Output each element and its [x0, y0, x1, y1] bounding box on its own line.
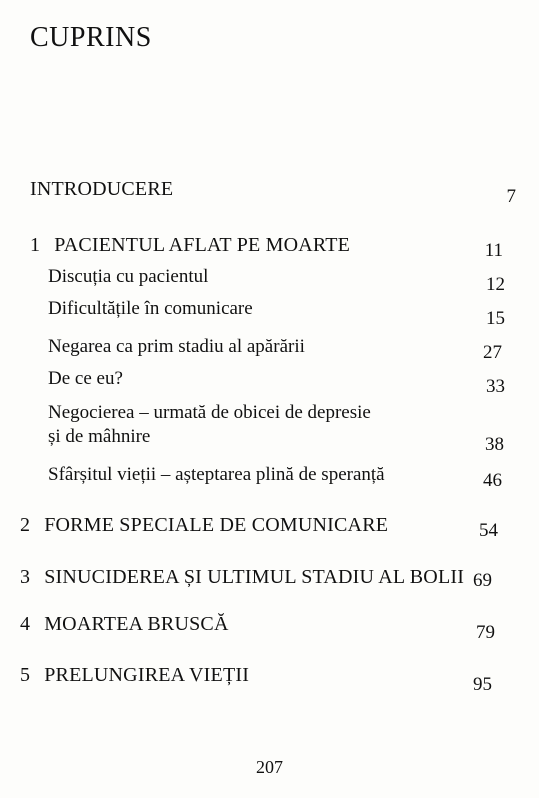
- toc-entry-page: 54: [479, 520, 498, 541]
- toc-entry-label: Negocierea – urmată de obicei de depresie: [48, 402, 371, 423]
- toc-entry-label: De ce eu?: [48, 368, 123, 389]
- toc-subentry: [48, 266, 208, 288]
- toc-entry-page: 15: [486, 308, 505, 329]
- toc-entry-page: 11: [484, 240, 503, 261]
- toc-entry-label: Dificultățile în comunicare: [48, 298, 253, 319]
- toc-chapter-5: [20, 664, 249, 687]
- toc-entry-introducere: [30, 178, 173, 201]
- toc-entry-page: 46: [483, 470, 502, 491]
- toc-subentry: [48, 402, 371, 448]
- chapter-number: 2: [20, 514, 31, 536]
- toc-entry-page: 33: [486, 376, 505, 397]
- toc-entry-page: 79: [476, 622, 495, 643]
- toc-subentry: [48, 298, 253, 320]
- toc-entry-label: MOARTEA BRUSCĂ: [44, 613, 229, 635]
- toc-entry-label: PRELUNGIREA VIEȚII: [44, 664, 250, 686]
- toc-entry-page: 12: [486, 274, 505, 295]
- toc-entry-label: Sfârșitul vieții – așteptarea plină de speranță: [48, 464, 385, 485]
- toc-entry-page: 95: [473, 674, 492, 695]
- toc-subentry: [48, 336, 305, 358]
- toc-subentry: [48, 368, 123, 390]
- toc-entry-label: PACIENTUL AFLAT PE MOARTE: [54, 234, 351, 256]
- chapter-number: 5: [20, 664, 31, 686]
- toc-entry-page: 38: [485, 434, 504, 455]
- toc-entry-page: 69: [473, 570, 492, 591]
- toc-chapter-4: [20, 613, 229, 636]
- toc-entry-label: FORME SPECIALE DE COMUNICARE: [44, 514, 389, 536]
- toc-chapter-1: [30, 234, 350, 257]
- chapter-number: 3: [20, 566, 31, 588]
- toc-entry-label: Negarea ca prim stadiu al apărării: [48, 336, 305, 357]
- toc-chapter-3: [20, 566, 464, 589]
- page-title: CUPRINS: [30, 22, 152, 53]
- toc-entry-label: SINUCIDEREA ȘI ULTIMUL STADIU AL BOLII: [44, 566, 465, 588]
- chapter-number: 1: [30, 234, 41, 256]
- toc-subentry: [48, 464, 385, 486]
- toc-entry-label: INTRODUCERE: [30, 178, 174, 200]
- toc-chapter-2: [20, 514, 388, 537]
- toc-entry-label-continued: și de mâhnire: [48, 426, 151, 447]
- toc-entry-label: Discuția cu pacientul: [48, 266, 209, 287]
- toc-entry-page: 27: [483, 342, 502, 363]
- toc-entry-page: 7: [506, 186, 516, 207]
- chapter-number: 4: [20, 613, 31, 635]
- page-number: 207: [256, 757, 283, 777]
